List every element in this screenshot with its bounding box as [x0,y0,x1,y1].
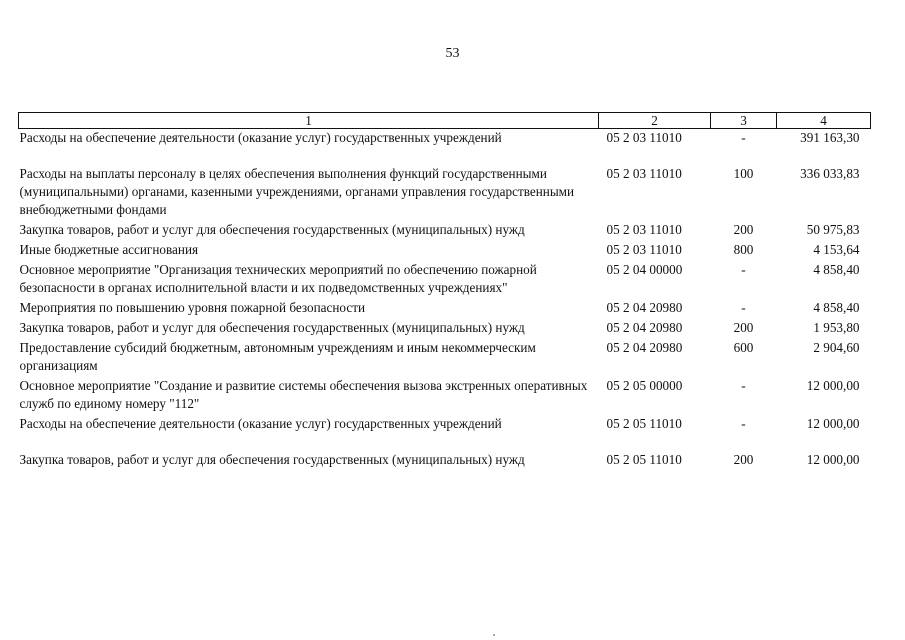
row-vr: 600 [733,340,754,355]
row-vr: - [741,130,746,145]
row-name: Закупка товаров, работ и услуг для обеспечения государственных (муниципальных) нужд [19,452,525,467]
row-csr: 05 2 05 00000 [606,378,683,393]
table-row [19,319,871,339]
row-csr: 05 2 03 11010 [606,242,682,257]
row-vr: 100 [733,166,754,181]
budget-table [18,112,871,471]
column-header-csr: 2 [599,113,711,129]
table-row [19,261,871,299]
row-name: Иные бюджетные ассигнования [19,242,199,257]
row-csr: 05 2 04 20980 [606,300,683,315]
column-header-vr: 3 [711,113,777,129]
row-vr: 200 [733,222,754,237]
row-sum: 4 858,40 [813,300,860,315]
row-sum: 1 953,80 [813,320,860,335]
row-sum: 391 163,30 [800,130,860,145]
row-sum: 12 000,00 [806,452,860,467]
column-header-name: 1 [19,113,599,129]
row-csr: 05 2 05 11010 [606,416,682,431]
row-name: Предоставление субсидий бюджетным, автономным учреждениям и иным некоммерческим организациям [19,340,536,373]
table-row [19,339,871,377]
table-header-row [19,113,871,129]
row-csr: 05 2 04 20980 [606,340,683,355]
column-header-sum: 4 [777,113,871,129]
table-row [19,241,871,261]
row-vr: - [741,416,746,431]
row-name: Основное мероприятие "Организация технических мероприятий по обеспечению пожарной безопасности в органах исполнительной власти и их подведомственных учреждениях" [19,262,537,295]
row-csr: 05 2 03 11010 [606,166,682,181]
row-csr: 05 2 03 11010 [606,222,682,237]
row-vr: - [741,378,746,393]
table-row [19,415,871,451]
table-row [19,377,871,415]
row-sum: 4 153,64 [813,242,860,257]
row-vr: - [741,262,746,277]
row-vr: - [741,300,746,315]
row-name: Мероприятия по повышению уровня пожарной безопасности [19,300,366,315]
row-name: Расходы на обеспечение деятельности (оказание услуг) государственных учреждений [19,130,502,145]
row-csr: 05 2 05 11010 [606,452,682,467]
row-csr: 05 2 03 11010 [606,130,682,145]
page-number: 53 [445,46,460,61]
row-sum: 336 033,83 [800,166,860,181]
row-csr: 05 2 04 00000 [606,262,683,277]
row-sum: 2 904,60 [813,340,860,355]
scan-artifact [493,634,495,636]
row-name: Основное мероприятие "Создание и развитие системы обеспечения вызова экстренных оперативных служб по единому номеру "112" [19,378,588,411]
row-sum: 12 000,00 [806,416,860,431]
row-vr: 200 [733,452,754,467]
row-sum: 4 858,40 [813,262,860,277]
row-name: Закупка товаров, работ и услуг для обеспечения государственных (муниципальных) нужд [19,222,525,237]
row-sum: 50 975,83 [806,222,860,237]
table-row [19,129,871,166]
table-row [19,299,871,319]
row-vr: 200 [733,320,754,335]
row-vr: 800 [733,242,754,257]
table-row [19,451,871,471]
row-sum: 12 000,00 [806,378,860,393]
row-csr: 05 2 04 20980 [606,320,683,335]
row-name: Закупка товаров, работ и услуг для обеспечения государственных (муниципальных) нужд [19,320,525,335]
row-name: Расходы на обеспечение деятельности (оказание услуг) государственных учреждений [19,416,502,431]
table-row [19,165,871,221]
table-row [19,221,871,241]
row-name: Расходы на выплаты персоналу в целях обеспечения выполнения функций государственными (муниципальными) органами, казенными учреждениями, органами управления государственными внебюджетными фондами [19,166,575,217]
